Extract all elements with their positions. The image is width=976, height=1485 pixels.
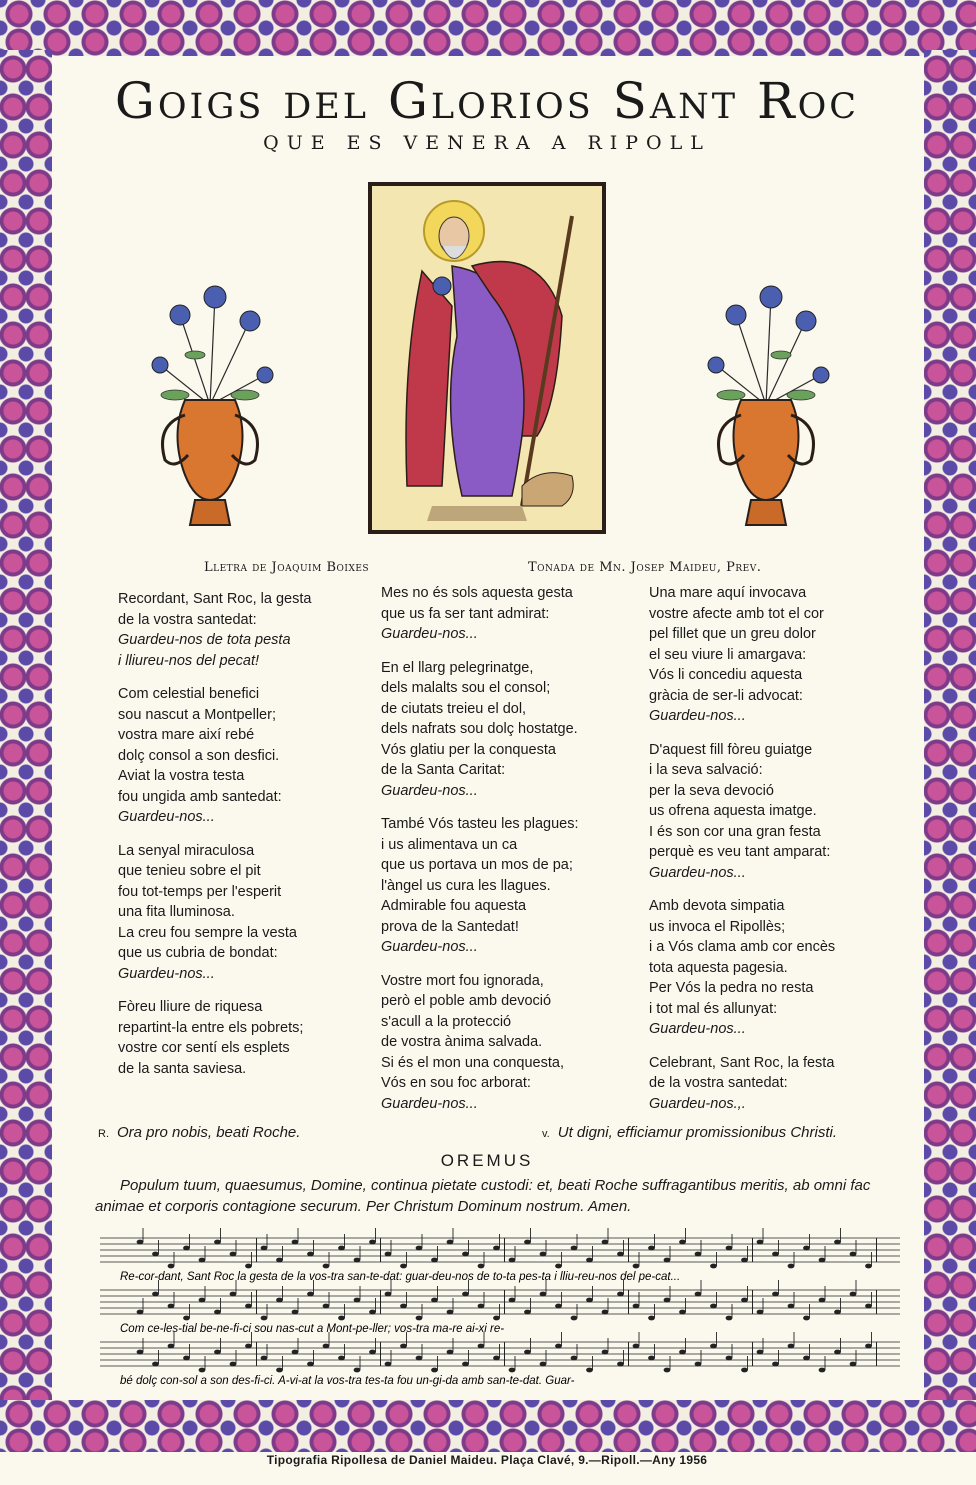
stanza	[649, 896, 835, 1040]
music-note	[617, 1252, 624, 1257]
music-note	[400, 1344, 407, 1349]
music-note	[137, 1310, 144, 1315]
verse-line: vostre cor sentí els esplets	[118, 1040, 290, 1056]
music-note	[183, 1356, 190, 1361]
music-note	[369, 1240, 376, 1245]
verse-column-3	[649, 583, 835, 1127]
verse-line: vostra mare així rebé	[118, 727, 255, 743]
verse-line: vostre afecte amb tot el cor	[649, 605, 824, 622]
melody-credit: Tonada de Mn. Josep Maideu, Prev.	[528, 560, 762, 575]
music-note	[230, 1292, 237, 1297]
music-note	[788, 1304, 795, 1309]
music-note	[819, 1298, 826, 1303]
music-note	[385, 1292, 392, 1297]
music-note	[493, 1246, 500, 1251]
music-note	[323, 1344, 330, 1349]
verse-line: Vós li concediu aquesta	[649, 667, 803, 683]
music-note	[865, 1344, 872, 1349]
music-note	[338, 1356, 345, 1361]
saint-roc-figure-illustration	[372, 186, 602, 530]
music-note	[586, 1368, 593, 1373]
music-note	[710, 1304, 717, 1309]
music-note	[571, 1316, 578, 1321]
verse-line: Com celestial benefici	[118, 686, 260, 702]
verse-line: En el llarg pelegrinatge,	[381, 659, 534, 676]
response-line	[98, 1124, 300, 1141]
music-note	[261, 1356, 268, 1361]
music-note	[819, 1368, 826, 1373]
verse-line: una fita lluminosa.	[118, 904, 235, 920]
music-note	[447, 1310, 454, 1315]
music-note	[509, 1258, 516, 1263]
music-note	[431, 1368, 438, 1373]
music-note	[633, 1344, 640, 1349]
refrain-line: i lliureu-nos del pecat!	[118, 652, 260, 669]
refrain-line: Guardeu-nos...	[649, 864, 746, 881]
music-note	[338, 1316, 345, 1321]
music-note	[183, 1316, 190, 1321]
oremus-heading: OREMUS	[440, 1151, 534, 1170]
music-note	[555, 1264, 562, 1269]
verse-line: I és son cor una gran festa	[649, 823, 821, 840]
music-note	[664, 1368, 671, 1373]
music-note	[462, 1252, 469, 1257]
music-note	[276, 1368, 283, 1373]
verse-column-2	[381, 583, 578, 1127]
music-note	[664, 1298, 671, 1303]
music-note	[788, 1264, 795, 1269]
refrain-line: Guardeu-nos...	[118, 965, 215, 982]
music-note	[617, 1362, 624, 1367]
flower-vase-left-illustration	[140, 285, 280, 535]
verse-line: de la vostra santedat:	[118, 611, 257, 628]
music-note	[214, 1310, 221, 1315]
lyrics-credit: Lletra de Joaquim Boixes	[204, 560, 370, 575]
music-lyrics-1: Re-cor-dant, Sant Roc la gesta de la vos-tra san-te-dat: guar-deu-nos de to-ta pes-ta i lliu-reu-nos del pe-cat...	[120, 1271, 681, 1283]
staff-3	[100, 1342, 900, 1366]
verse-line: prova de la Santedat!	[381, 918, 519, 935]
stanza	[381, 971, 578, 1115]
music-note	[757, 1310, 764, 1315]
music-note	[602, 1240, 609, 1245]
music-note	[478, 1264, 485, 1269]
music-note	[199, 1258, 206, 1263]
music-note	[803, 1316, 810, 1321]
stanza	[649, 740, 835, 884]
verse-line: perquè es veu tant amparat:	[649, 844, 831, 860]
music-note	[276, 1298, 283, 1303]
verse-line: fou ungida amb santedat:	[118, 788, 282, 805]
verse-line: Vós glatiu per la conquesta	[381, 741, 556, 758]
verse-line: dolç consol a son desfici.	[118, 747, 280, 764]
verse-line: us invoca el Ripollès;	[649, 918, 786, 935]
music-note	[292, 1310, 299, 1315]
verse-line: Vostre mort fou ignorada,	[381, 972, 544, 989]
music-note	[509, 1298, 516, 1303]
music-note	[757, 1350, 764, 1355]
music-note	[292, 1240, 299, 1245]
versicle-line	[542, 1124, 837, 1141]
verse-line: tota aquesta pagesia.	[649, 959, 788, 976]
music-note	[416, 1246, 423, 1251]
floral-border-left	[0, 50, 52, 1410]
music-note	[509, 1368, 516, 1373]
stanza	[381, 658, 578, 802]
music-note	[865, 1264, 872, 1269]
music-note	[710, 1344, 717, 1349]
music-note	[199, 1368, 206, 1373]
music-note	[276, 1258, 283, 1263]
music-note	[261, 1316, 268, 1321]
music-note	[586, 1298, 593, 1303]
verse-line: i a Vós clama amb cor encès	[649, 939, 836, 955]
stanza	[118, 684, 311, 828]
music-note	[354, 1258, 361, 1263]
music-note	[648, 1316, 655, 1321]
music-note	[137, 1350, 144, 1355]
music-note	[323, 1264, 330, 1269]
verse-line: de la vostra santedat:	[649, 1075, 788, 1091]
refrain-line: Guardeu-nos...	[381, 626, 478, 642]
music-note	[726, 1316, 733, 1321]
music-note	[741, 1298, 748, 1303]
music-note	[493, 1356, 500, 1361]
verse-line: repartint-la entre els pobrets;	[118, 1019, 304, 1036]
music-note	[648, 1246, 655, 1251]
music-note	[679, 1310, 686, 1315]
music-lyrics-3: bé dolç con-sol a son des-fi-ci. A-vi-at la vos-tra tes-ta fou un-gi-da amb san-te-dat. Guar-	[120, 1375, 575, 1387]
music-note	[168, 1264, 175, 1269]
verse-line: La creu fou sempre la vesta	[118, 924, 297, 941]
oremus-prayer: Populum tuum, quaesumus, Domine, continua pietate custodi: et, beati Roche suffragantibus meritis, ab omni fac animae et corporis contagione securum. Per Christum Dominum nostrum. Amen.	[95, 1177, 871, 1215]
refrain-line: Guardeu-nos...	[649, 1021, 746, 1037]
page-title: Goigs del Glorios Sant Roc	[114, 72, 860, 130]
refrain-line: Guardeu-nos...	[381, 939, 478, 955]
verse-line: Celebrant, Sant Roc, la festa	[649, 1054, 835, 1071]
verse-line: gràcia de ser-li advocat:	[649, 687, 803, 704]
music-note	[385, 1252, 392, 1257]
refrain-line: Guardeu-nos...	[118, 809, 215, 825]
music-note	[772, 1362, 779, 1367]
music-note	[803, 1356, 810, 1361]
music-note	[772, 1252, 779, 1257]
music-note	[710, 1264, 717, 1269]
verse-line: i tot mal és allunyat:	[649, 1000, 778, 1017]
music-note	[834, 1350, 841, 1355]
music-note	[478, 1344, 485, 1349]
music-note	[323, 1304, 330, 1309]
music-note	[416, 1356, 423, 1361]
music-note	[586, 1258, 593, 1263]
music-note	[307, 1252, 314, 1257]
music-note	[230, 1252, 237, 1257]
music-note	[865, 1304, 872, 1309]
floral-border-bottom	[0, 1400, 976, 1452]
music-note	[292, 1350, 299, 1355]
music-note	[354, 1368, 361, 1373]
music-note	[648, 1356, 655, 1361]
flower-vase-right-illustration	[696, 285, 836, 535]
response-text: Ora pro nobis, beati Roche.	[117, 1124, 301, 1141]
music-score	[100, 1224, 900, 1400]
verse-line: sou nascut a Montpeller;	[118, 706, 276, 723]
music-note	[726, 1246, 733, 1251]
music-note	[524, 1350, 531, 1355]
music-note	[571, 1356, 578, 1361]
page-subtitle: QUE ES VENERA A RIPOLL	[263, 132, 711, 154]
music-note	[633, 1304, 640, 1309]
verse-line: que tenieu sobre el pit	[118, 863, 261, 879]
verse-line: que us portava un mos de pa;	[381, 857, 573, 873]
music-note	[834, 1240, 841, 1245]
verse-line: Mes no és sols aquesta gesta	[381, 585, 573, 601]
music-note	[152, 1362, 159, 1367]
verse-line: us ofrena aquesta imatge.	[649, 803, 817, 819]
music-note	[695, 1362, 702, 1367]
verse-line: fou tot-temps per l'esperit	[118, 883, 282, 900]
verse-line: Admirable fou aquesta	[381, 898, 527, 914]
music-note	[245, 1344, 252, 1349]
music-note	[245, 1304, 252, 1309]
music-lyrics-2: Com ce-les-tial be-ne-fi-ci sou nas-cut a Mont-pe-ller; vos-tra ma-re ai-xi re-	[120, 1323, 505, 1335]
refrain-line: Guardeu-nos...	[381, 1095, 478, 1112]
verse-line: i la seva salvació:	[649, 762, 763, 778]
music-note	[664, 1258, 671, 1263]
verse-line: el seu viure li amargava:	[649, 646, 807, 663]
music-note	[803, 1246, 810, 1251]
music-note	[168, 1304, 175, 1309]
music-note	[137, 1240, 144, 1245]
music-note	[230, 1362, 237, 1367]
music-note	[571, 1246, 578, 1251]
music-note	[152, 1252, 159, 1257]
verse-line: Per Vós la pedra no resta	[649, 980, 814, 996]
stanza	[118, 997, 311, 1079]
music-note	[493, 1316, 500, 1321]
music-note	[400, 1264, 407, 1269]
stanza	[649, 1053, 835, 1115]
music-note	[462, 1362, 469, 1367]
music-note	[602, 1310, 609, 1315]
refrain-line: Guardeu-nos...	[381, 782, 478, 799]
verse-line: que us fa ser tant admirat:	[381, 605, 550, 622]
verse-line: pel fillet que un greu dolor	[649, 626, 816, 642]
music-note	[447, 1350, 454, 1355]
stanza	[118, 589, 311, 671]
music-note	[555, 1304, 562, 1309]
music-note	[788, 1344, 795, 1349]
verse-line: Vós en sou foc arborat:	[381, 1075, 531, 1091]
music-note	[369, 1350, 376, 1355]
music-note	[307, 1362, 314, 1367]
music-note	[772, 1292, 779, 1297]
verse-line: dels nafrats sou dolç hostatge.	[381, 721, 578, 737]
music-note	[602, 1350, 609, 1355]
music-note	[834, 1310, 841, 1315]
music-note	[307, 1292, 314, 1297]
music-note	[447, 1240, 454, 1245]
music-note	[199, 1298, 206, 1303]
music-note	[245, 1264, 252, 1269]
music-note	[478, 1304, 485, 1309]
music-note	[679, 1350, 686, 1355]
music-note	[183, 1246, 190, 1251]
verse-line: Una mare aquí invocava	[649, 585, 807, 601]
verse-line: Recordant, Sant Roc, la gesta	[118, 591, 312, 607]
music-note	[168, 1344, 175, 1349]
verse-line: Fòreu lliure de riquesa	[118, 999, 263, 1015]
music-note	[416, 1316, 423, 1321]
music-note	[400, 1304, 407, 1309]
music-note	[741, 1258, 748, 1263]
verse-line: Aviat la vostra testa	[118, 768, 245, 784]
verse-line: l'àngel us cura les llagues.	[381, 877, 551, 894]
music-note	[431, 1298, 438, 1303]
music-note	[679, 1240, 686, 1245]
refrain-line: Guardeu-nos...	[649, 708, 746, 724]
floral-border-right	[924, 50, 976, 1410]
music-note	[354, 1298, 361, 1303]
verse-line: de la Santa Caritat:	[381, 762, 506, 778]
floral-border-top	[0, 0, 976, 56]
music-note	[819, 1258, 826, 1263]
verse-line: de ciutats treieu el dol,	[381, 700, 527, 717]
music-note	[261, 1246, 268, 1251]
music-note	[633, 1264, 640, 1269]
music-note	[385, 1362, 392, 1367]
response-mark: R.	[98, 1128, 109, 1140]
verse-line: La senyal miraculosa	[118, 842, 255, 859]
music-note	[850, 1362, 857, 1367]
music-note	[540, 1252, 547, 1257]
verse-line: Si és el mon una conquesta,	[381, 1054, 564, 1071]
verse-column-1	[118, 589, 311, 1092]
verse-line: però el poble amb devoció	[381, 993, 552, 1009]
verse-line: que us cubria de bondat:	[118, 945, 278, 961]
music-note	[726, 1356, 733, 1361]
music-note	[214, 1350, 221, 1355]
music-note	[695, 1252, 702, 1257]
verse-line: D'aquest fill fòreu guiatge	[649, 741, 813, 758]
music-note	[431, 1258, 438, 1263]
music-note	[524, 1240, 531, 1245]
music-note	[850, 1292, 857, 1297]
verse-line: i us alimentava un ca	[381, 836, 518, 853]
saint-roc-woodcut	[368, 182, 606, 534]
verse-line: dels malalts sou el consol;	[381, 680, 551, 696]
music-note	[555, 1344, 562, 1349]
versicle-mark: v.	[542, 1128, 550, 1140]
stanza	[649, 583, 835, 727]
music-note	[152, 1292, 159, 1297]
music-note	[214, 1240, 221, 1245]
stanza	[381, 814, 578, 958]
music-note	[757, 1240, 764, 1245]
music-note	[338, 1246, 345, 1251]
music-note	[695, 1292, 702, 1297]
music-note	[850, 1252, 857, 1257]
music-note	[617, 1292, 624, 1297]
music-note	[524, 1310, 531, 1315]
music-note	[462, 1292, 469, 1297]
verse-line: per la seva devoció	[649, 782, 774, 799]
music-note	[540, 1292, 547, 1297]
verse-line: de vostra ànima salvada.	[381, 1034, 543, 1050]
refrain-line: Guardeu-nos de tota pesta	[118, 632, 291, 648]
stanza	[118, 841, 311, 985]
verse-line: de la santa saviesa.	[118, 1060, 247, 1077]
verse-line: També Vós tasteu les plagues:	[381, 816, 579, 832]
music-note	[741, 1368, 748, 1373]
printer-imprint: Tipografia Ripollesa de Daniel Maideu. Plaça Clavé, 9.—Ripoll.—Any 1956	[266, 1453, 708, 1467]
music-note	[540, 1362, 547, 1367]
refrain-line: Guardeu-nos.,.	[649, 1095, 746, 1112]
verse-line: s'acull a la protecció	[381, 1013, 512, 1030]
versicle-text: Ut digni, efficiamur promissionibus Christi.	[557, 1124, 838, 1141]
stanza	[381, 583, 578, 645]
music-note	[369, 1310, 376, 1315]
verse-line: Amb devota simpatia	[649, 898, 785, 914]
